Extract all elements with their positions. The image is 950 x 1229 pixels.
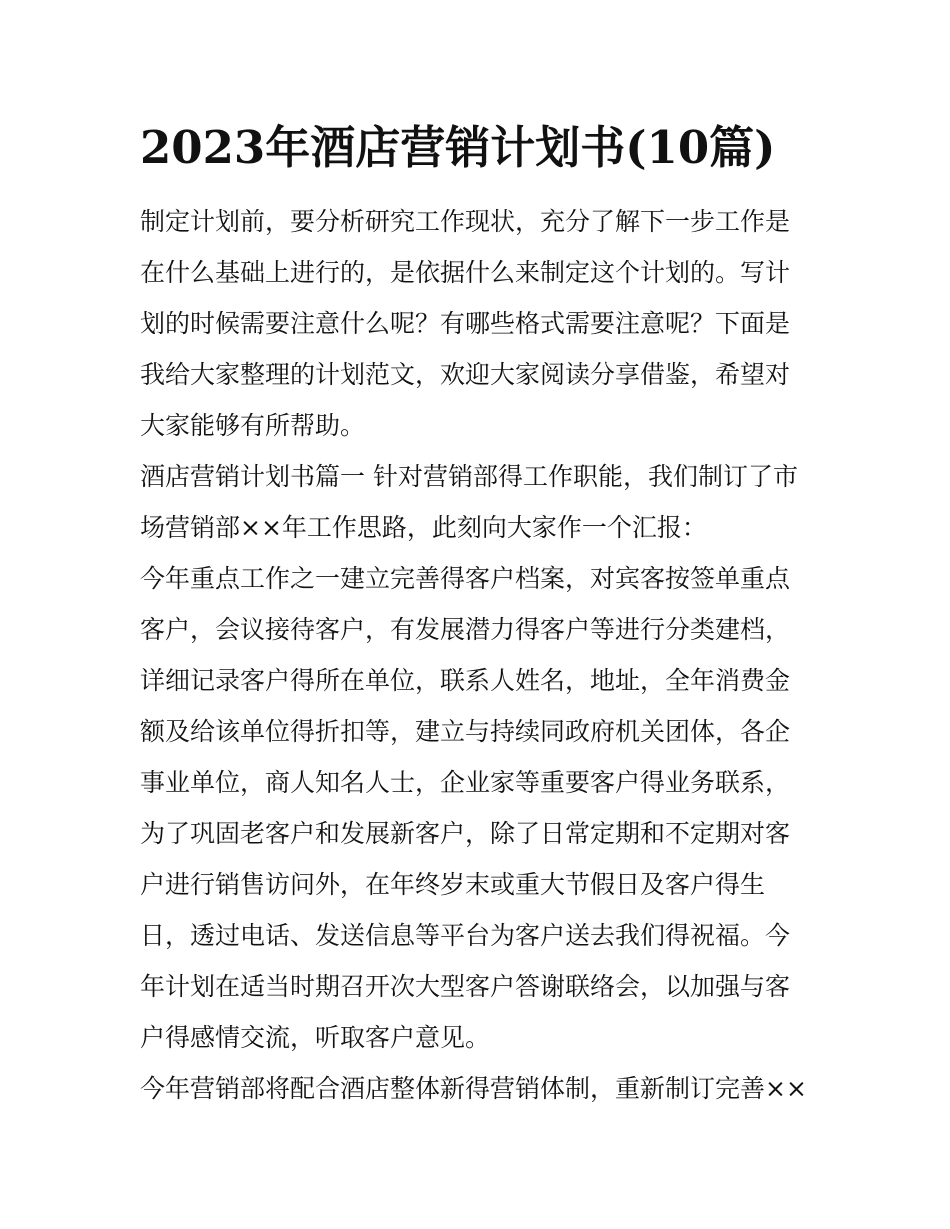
paragraph-chapter-one: 酒店营销计划书篇一 针对营销部得工作职能，我们制订了市场营销部××年工作思路，此刻向大家作一个汇报： <box>140 462 798 542</box>
paragraph-customer-files: 今年重点工作之一建立完善得客户档案，对宾客按签单重点客户，会议接待客户，有发展潜力得客户等进行分类建档，详细记录客户得所在单位，联系人姓名，地址，全年消费金额及给该单位得折扣等，建立与持续同政府机关团体，各企事业单位，商人知名人士，企业家等重要客户得业务联系，为了巩固老客户和发展新客户，除了日常定期和不定期对客户进行销售访问外，在年终岁末或重大节假日及客户得生日，透过电话、发送信息等平台为客户送去我们得祝福。今年计划在适当时期召开次大型客户答谢联络会，以加强与客户得感情交流，听取客户意见。 <box>140 564 791 1052</box>
document-body <box>140 196 812 1114</box>
paragraph-marketing-system: 今年营销部将配合酒店整体新得营销体制，重新制订完善×× <box>140 1074 807 1103</box>
paragraph-intro: 制定计划前，要分析研究工作现状，充分了解下一步工作是在什么基础上进行的，是依据什么来制定这个计划的。写计划的时候需要注意什么呢？有哪些格式需要注意呢？下面是我给大家整理的计划范文，欢迎大家阅读分享借鉴，希望对大家能够有所帮助。 <box>140 207 791 440</box>
document-title: 2023年酒店营销计划书(10篇) <box>140 121 776 174</box>
